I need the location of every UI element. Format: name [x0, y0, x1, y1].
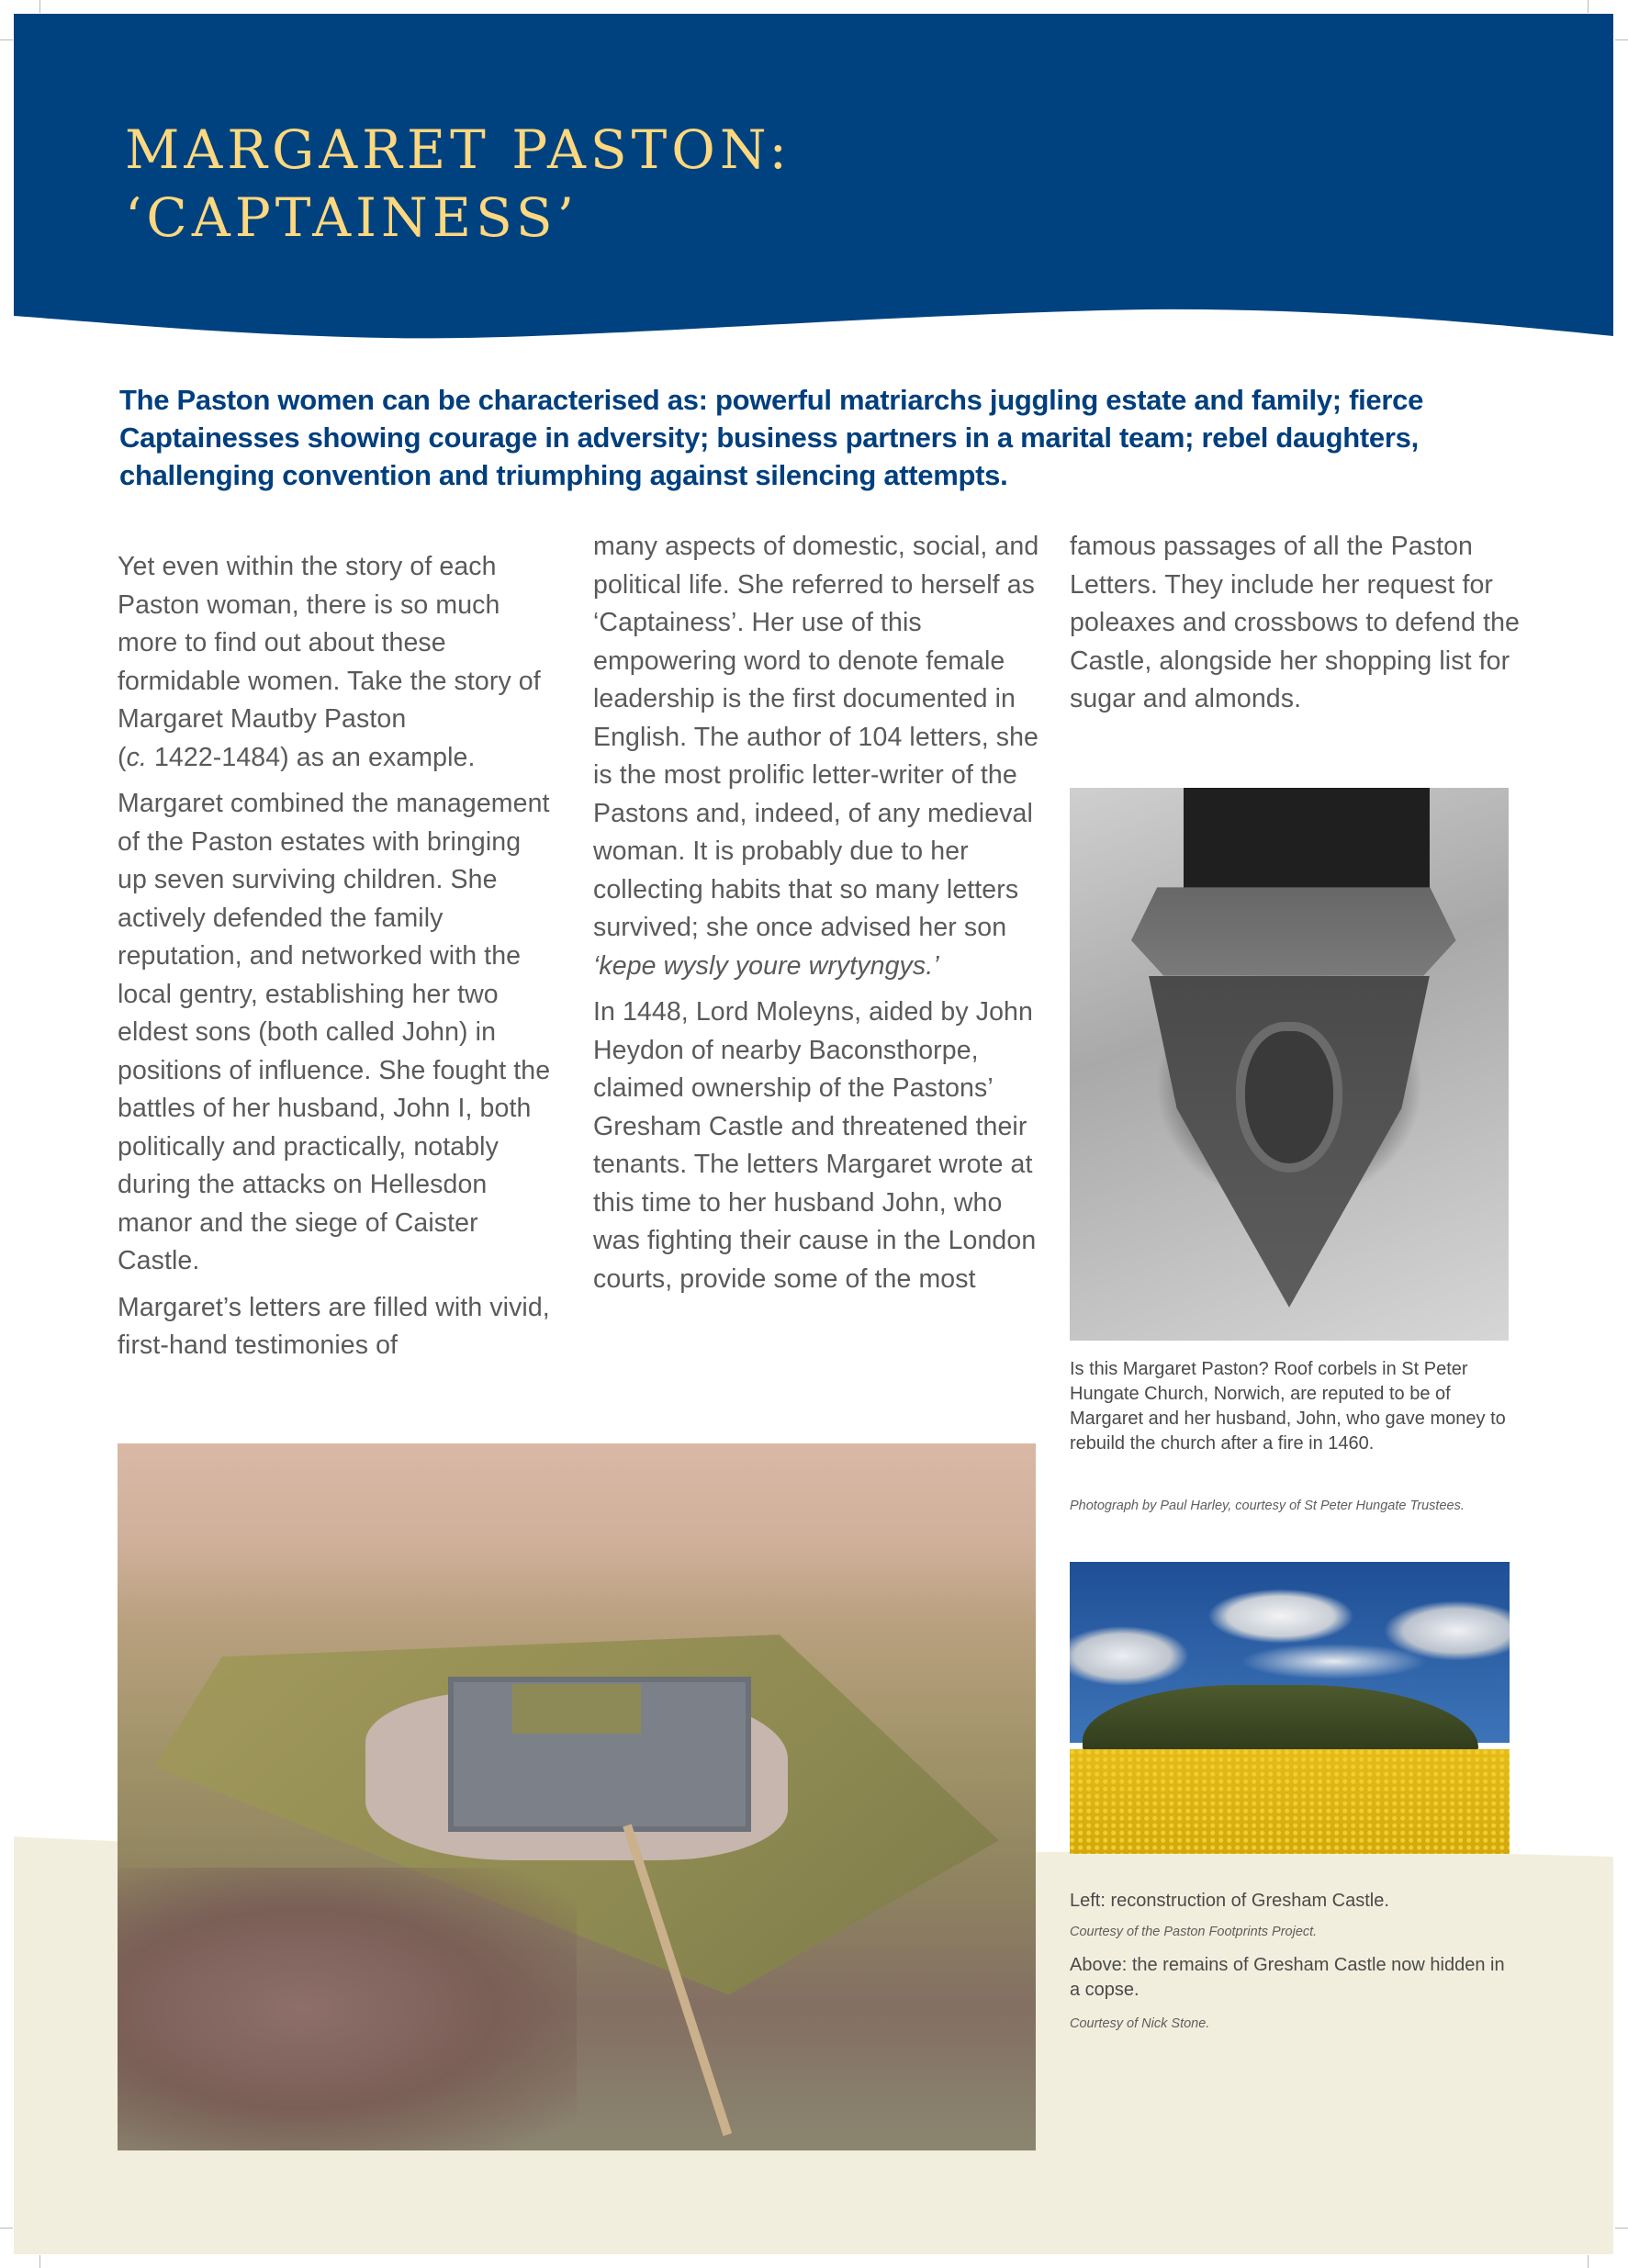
body-column-2 [593, 528, 1043, 1307]
title-line-2: ‘CAPTAINESS’ [125, 186, 579, 249]
castle-reconstruction-image [118, 1443, 1036, 2150]
remains-credit: Courtesy of Nick Stone. [1070, 2016, 1210, 2031]
circa-abbreviation: c. [126, 742, 147, 772]
rapeseed-field [1070, 1749, 1510, 1854]
body-column-1 [118, 548, 554, 1374]
woodland [118, 1868, 577, 2150]
body-paragraph: many aspects of domestic, social, and political life. She referred to herself as ‘Captainess’. Her use of this empowering word to denote female leadership is the first documented in English. The author of 104 letters, she is the most prolific letter-writer of the Pastons and, indeed, of any medieval woman. It is probably due to her collecting habits that so many letters survived; she once advised her son ‘kepe wysly youre wrytyngys.’ [593, 532, 1039, 981]
body-paragraph: Margaret’s letters are filled with vivid, first-hand testimonies of [118, 1292, 550, 1360]
copse-photo [1070, 1562, 1510, 1854]
castle-hall [512, 1684, 641, 1734]
body-paragraph: Yet even within the story of each Paston woman, there is so much more to find out about these formidable women. Take the story of Margaret Mautby Paston (c. 1422-1484) as an example. [118, 552, 541, 772]
body-paragraph: famous passages of all the Paston Letters. They include her request for poleaxes and crossbows to defend the Castle, alongside her shopping list for sugar and almonds. [1070, 532, 1521, 713]
corbel-caption: Is this Margaret Paston? Roof corbels in St Peter Hungate Church, Norwich, are reputed to be of Margaret and her husband, John, who gave money to rebuild the church after a fire in 1460. [1070, 1359, 1506, 1454]
corbel-ledge [1131, 887, 1456, 975]
title-line-1: MARGARET PASTON: [125, 118, 792, 181]
remains-caption: Above: the remains of Gresham Castle now hidden in a copse. [1070, 1955, 1505, 2000]
page-title [125, 116, 792, 252]
body-column-3 [1070, 528, 1520, 727]
castle-caption: Left: reconstruction of Gresham Castle. [1070, 1891, 1389, 1911]
intro-lead-paragraph: The Paston women can be characterised as: powerful matriarchs juggling estate and family; fierce Captainesses showing courage in adversity; business partners in a marital team; rebel daughters, challenging convention and triumphing against silencing attempts. [119, 384, 1424, 491]
quotation: ‘kepe wysly youre wrytyngys.’ [593, 950, 939, 981]
body-paragraph: In 1448, Lord Moleyns, aided by John Heydon of nearby Baconsthorpe, claimed ownership of the Pastons’ Gresham Castle and threatened their tenants. The letters Margaret wrote at this time to her husband John, who was fighting their cause in the London courts, provide some of the most [593, 997, 1037, 1294]
corbel-photo [1070, 788, 1509, 1341]
body-paragraph: Margaret combined the management of the Paston estates with bringing up seven surviving children. She actively defended the family reputation, and networked with the local gentry, establishing her two eldest sons (both called John) in positions of influence. She fought the battles of her husband, John I, both politically and practically, notably during the attacks on Hellesdon manor and the siege of Caister Castle. [118, 789, 551, 1275]
corbel-credit: Photograph by Paul Harley, courtesy of St Peter Hungate Trustees. [1070, 1499, 1465, 1513]
corbel-face [1245, 1031, 1333, 1163]
castle-credit: Courtesy of the Paston Footprints Project. [1070, 1925, 1318, 1939]
